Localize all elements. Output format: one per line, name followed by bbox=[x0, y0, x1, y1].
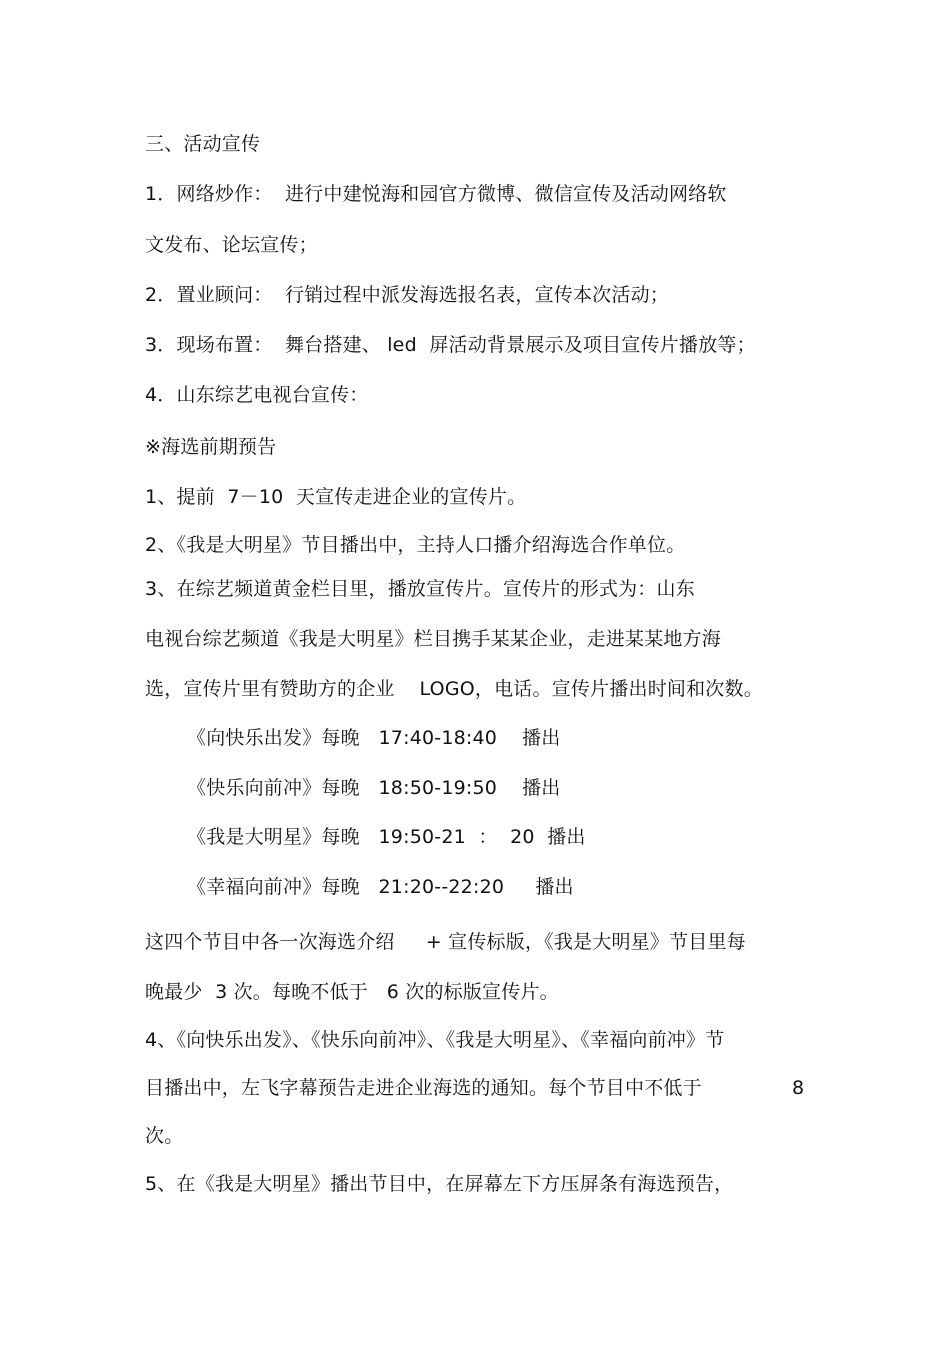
section-title: 三、活动宣传 bbox=[145, 133, 261, 155]
preview-1: 1、提前 7－10 天宣传走进企业的宣传片。 bbox=[145, 486, 527, 508]
item-1-line-1: 1．网络炒作： 进行中建悦海和园官方微博、微信宣传及活动网络软 bbox=[145, 183, 727, 205]
schedule-row: 《我是大明星》每晚 19:50-21 ： 20 播出 bbox=[187, 826, 586, 848]
preview-4-line-1: 4、《向快乐出发》、《快乐向前冲》、《我是大明星》、《幸福向前冲》节 bbox=[145, 1029, 725, 1051]
schedule-row: 《快乐向前冲》每晚 18:50-19:50 播出 bbox=[187, 777, 561, 799]
item-4: 4．山东综艺电视台宣传： bbox=[145, 384, 369, 406]
preview-4-line-2: 目播出中，左飞字幕预告走进企业海选的通知。每个节目中不低于 bbox=[145, 1077, 702, 1099]
subheading: ※海选前期预告 bbox=[145, 436, 277, 458]
preview-3-line-1: 3、在综艺频道黄金栏目里，播放宣传片。宣传片的形式为：山东 bbox=[145, 578, 695, 600]
item-1-line-2: 文发布、论坛宣传； bbox=[145, 234, 318, 256]
item-3: 3．现场布置： 舞台搭建、 led 屏活动背景展示及项目宣传片播放等； bbox=[145, 334, 756, 356]
schedule-row: 《幸福向前冲》每晚 21:20--22:20 播出 bbox=[187, 876, 574, 898]
preview-4-count: 8 bbox=[792, 1077, 805, 1099]
preview-2: 2、《我是大明星》节目播出中，主持人口播介绍海选合作单位。 bbox=[145, 534, 686, 556]
schedule-row: 《向快乐出发》每晚 17:40-18:40 播出 bbox=[187, 727, 561, 749]
preview-3-line-2: 电视台综艺频道《我是大明星》栏目携手某某企业，走进某某地方海 bbox=[145, 628, 722, 650]
item-2: 2．置业顾问： 行销过程中派发海选报名表，宣传本次活动； bbox=[145, 284, 669, 306]
summary-line-2: 晚最少 3 次。每晚不低于 6 次的标版宣传片。 bbox=[145, 981, 559, 1003]
summary-line-1: 这四个节目中各一次海选介绍 + 宣传标版，《我是大明星》节目里每 bbox=[145, 931, 746, 953]
preview-3-line-3: 选，宣传片里有赞助方的企业 LOGO，电话。宣传片播出时间和次数。 bbox=[145, 678, 763, 700]
preview-4-line-3: 次。 bbox=[145, 1125, 184, 1147]
preview-5: 5、在《我是大明星》播出节目中，在屏幕左下方压屏条有海选预告， bbox=[145, 1173, 734, 1195]
